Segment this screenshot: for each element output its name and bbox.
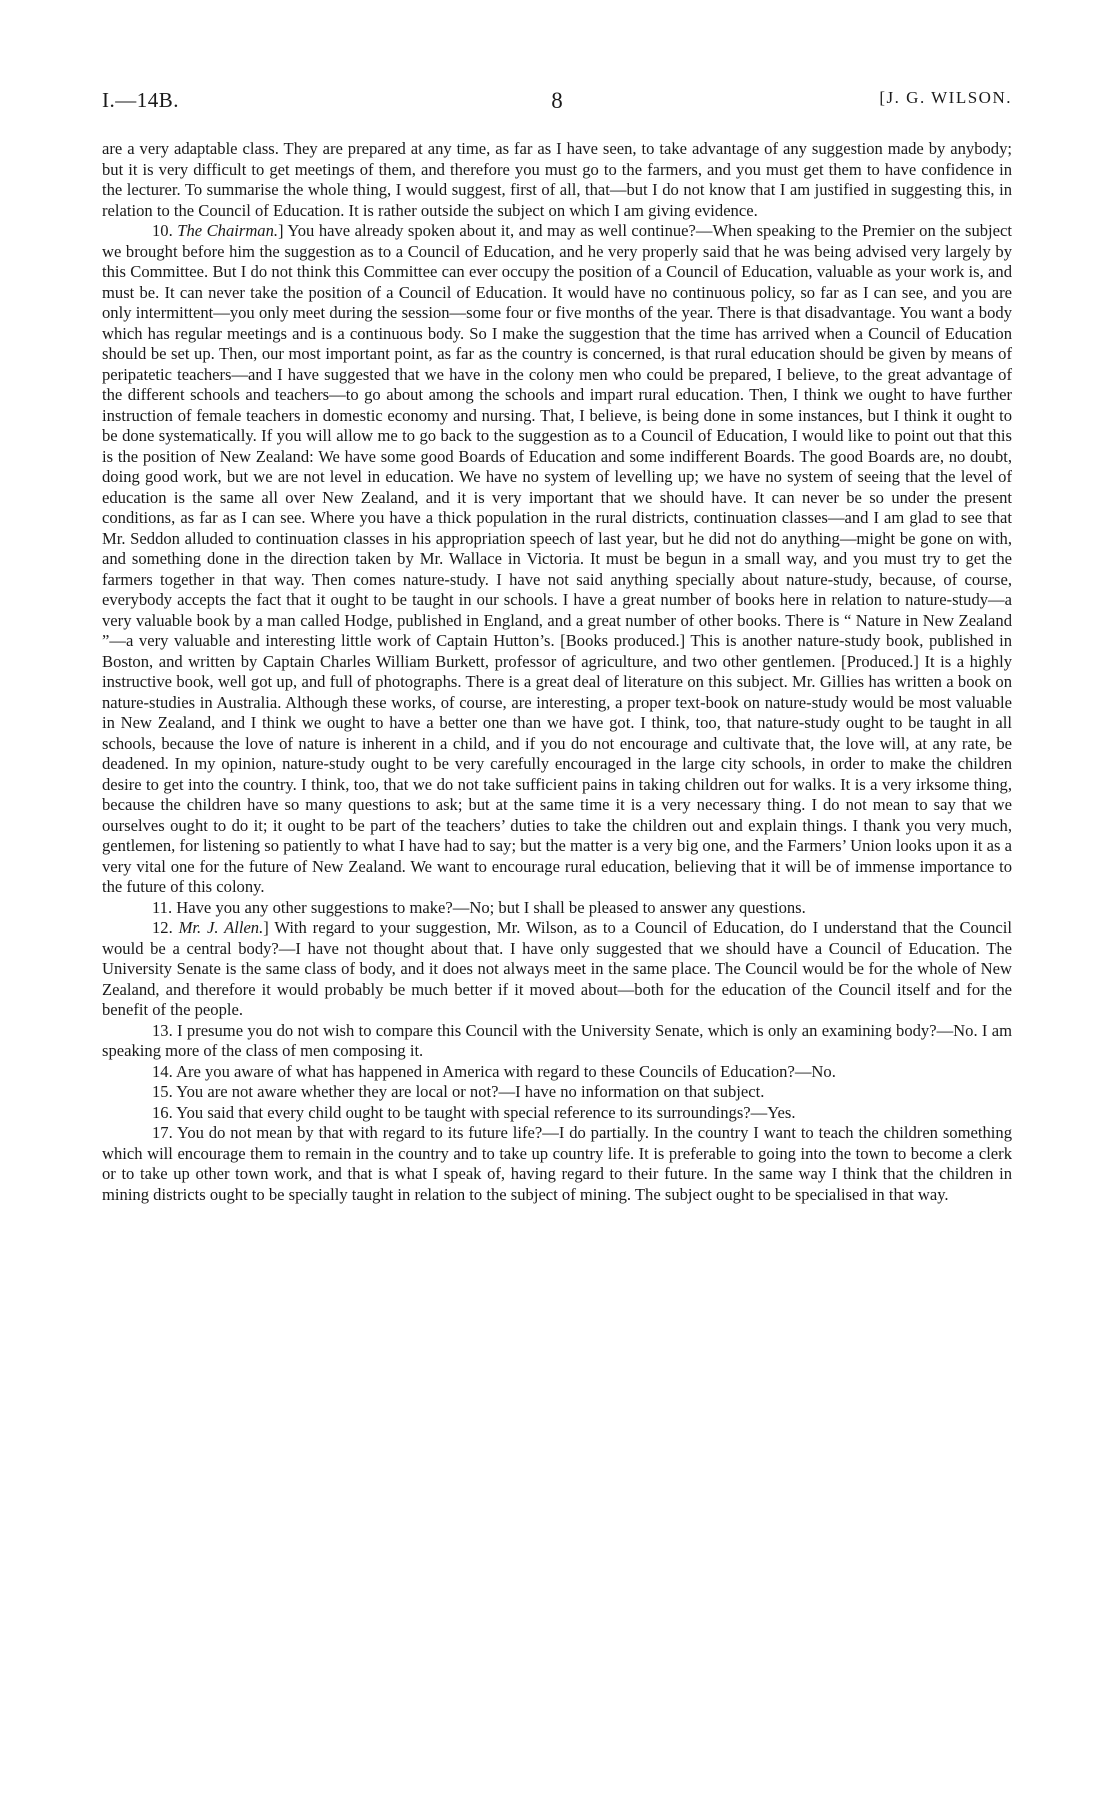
question-text: I presume you do not wish to compare this Council with the University Senate, which is only an examining body?—No. I am speaking more of the class of men composing it. xyxy=(102,1020,1012,1060)
question-number: 15. xyxy=(152,1082,177,1101)
question-15 xyxy=(102,1082,1012,1103)
document-body xyxy=(102,139,1012,1205)
question-text: ] With regard to your suggestion, Mr. Wilson, as to a Council of Education, do I understand that the Council would be a central body?—I have not thought about that. I have only suggested that we should have a Council of Education. The University Senate is the same class of body, and it does not always meet in the same place. The Council would be for the whole of New Zealand, and therefore it would probably be much better if it moved about—both for the education of the Council itself and for the benefit of the people. xyxy=(102,918,1012,1019)
question-number: 14. xyxy=(152,1061,176,1081)
question-text: You said that every child ought to be taught with special reference to its surroundings?—Yes. xyxy=(176,1102,796,1122)
question-text: ] You have already spoken about it, and may as well continue?—When speaking to the Premier on the subject we brought before him the suggestion as to a Council of Education, and he very properly said that he was being advised very largely by this Committee. But I do not think this Committee can ever occupy the position of a Council of Education, valuable as your work is, and must be. It can never take the position of a Council of Education. It would have no continuous policy, so far as I can see, and you are only intermittent—you only meet during the session—some four or five months of the year. There is that disadvantage. You want a body which has regular meetings and is a continuous body. So I make the suggestion that the time has arrived when a Council of Education should be set up. Then, our most important point, as far as the country is concerned, is that rural education should be given by means of peripatetic teachers—and I have suggested that we have in the colony men who could be prepared, I believe, to the great advantage of the different schools and teachers—to go about among the schools and impart rural education. Then, I think we ought to have further instruction of female teachers in domestic economy and nursing. That, I believe, is being done in some instances, but I think it ought to be done systematically. If you will allow me to go back to the suggestion as to a Council of Education, I would like to point out that this is the position of New Zealand: We have some good Boards of Education and some indifferent Boards. The good Boards are, no doubt, doing good work, but we are not level in education. We have no system of levelling up; we have no system of seeing that the level of education is the same all over New Zealand, and it is very important that we should have. It can never be so under the present conditions, as far as I can see. Where you have a thick population in the rural districts, continuation classes—and I am glad to see that Mr. Seddon alluded to continuation classes in his appropriation speech of last year, but he did not do anything—might be gone on with, and something done in the direction taken by Mr. Wallace in Victoria. It must be begun in a small way, and you must try to get the farmers together in that way. Then comes nature-study. I have not said anything specially about nature-study, because, of course, everybody accepts the fact that it ought to be taught in our schools. I have a great number of books here in relation to nature-study—a very valuable book by a man called Hodge, published in England, and a great number of other books. There is “ Nature in New Zealand ”—a very valuable and interesting little work of Captain Hutton’s. [Books produced.] This is another nature-study book, published in Boston, and written by Captain Charles William Burkett, professor of agriculture, and two other gentlemen. [Produced.] It is a highly instructive book, well got up, and full of photographs. There is a great deal of literature on this subject. Mr. Gillies has written a book on nature-studies in Australia. Although these works, of course, are interesting, a proper text-book on nature-study would be most valuable in New Zealand, and I think we ought to have a better one than we have got. I think, too, that nature-study ought to be taught in all schools, because the love of nature is inherent in a child, and if you do not encourage and cultivate that, the love will, at any rate, be deadened. In my opinion, nature-study ought to be very carefully encouraged in the large city schools, in order to make the children desire to get into the country. I think, too, that we do not take sufficient pains in taking children out for walks. It is a very irksome thing, because the children have so many questions to ask; but at the same time it is a very necessary thing. I do not mean to say that we ourselves ought to do it; it ought to be part of the teachers’ duties to take the children out and explain things. I thank you very much, gentlemen, for listening so patiently to what I have had to say; but the matter is a very big one, and the Farmers’ Union looks upon it as a very vital one for the future of New Zealand. We want to encourage rural education, believing that it will be of immense importance to the future of this colony. xyxy=(102,221,1013,896)
question-16 xyxy=(102,1103,1012,1124)
question-text: You are not aware whether they are local or not?—I have no information on that subject. xyxy=(176,1082,765,1101)
question-text: Are you aware of what has happened in America with regard to these Councils of Education?—No. xyxy=(175,1061,836,1081)
question-12 xyxy=(102,918,1012,1021)
question-number: 11. xyxy=(152,897,177,917)
document-reference: I.—14B. xyxy=(102,88,179,112)
question-number: 17. xyxy=(152,1123,177,1142)
question-13 xyxy=(102,1021,1012,1062)
question-number: 12. xyxy=(152,918,179,937)
question-number: 16. xyxy=(152,1102,177,1122)
question-14 xyxy=(102,1062,1012,1083)
question-number: 10. xyxy=(152,221,178,240)
paragraph-continuation: are a very adaptable class. They are prepared at any time, as far as I have seen, to take advantage of any suggestion made by anybody; but it is very difficult to get meetings of them, and therefore you must go to the farmers, and you must get them to have confidence in the lecturer. To summarise the whole thing, I would suggest, first of all, that—but I do not know that I am justified in suggesting this, in relation to the Council of Education. It is rather outside the subject on which I am giving evidence. xyxy=(102,139,1012,220)
question-number: 13. xyxy=(152,1020,178,1040)
page-header xyxy=(102,88,1012,118)
speaker-name: Mr. J. Allen. xyxy=(178,918,264,937)
question-text: Have you any other suggestions to make?—No; but I shall be pleased to answer any questions. xyxy=(176,897,806,917)
speaker-name: The Chairman. xyxy=(177,221,279,240)
question-10 xyxy=(102,221,1012,898)
question-11 xyxy=(102,898,1012,919)
question-17 xyxy=(102,1123,1012,1205)
page-number: 8 xyxy=(551,88,563,113)
witness-name: [J. G. WILSON. xyxy=(879,88,1012,107)
question-text: You do not mean by that with regard to its future life?—I do partially. In the country I want to teach the children something which will encourage them to remain in the country and to take up country life. It is preferable to going into the town to become a clerk or to take up other town work, and that is what I speak of, having regard to their future. In the same way I think that the children in mining districts ought to be specially taught in relation to the subject of mining. The subject ought to be specialised in that way. xyxy=(102,1123,1012,1204)
